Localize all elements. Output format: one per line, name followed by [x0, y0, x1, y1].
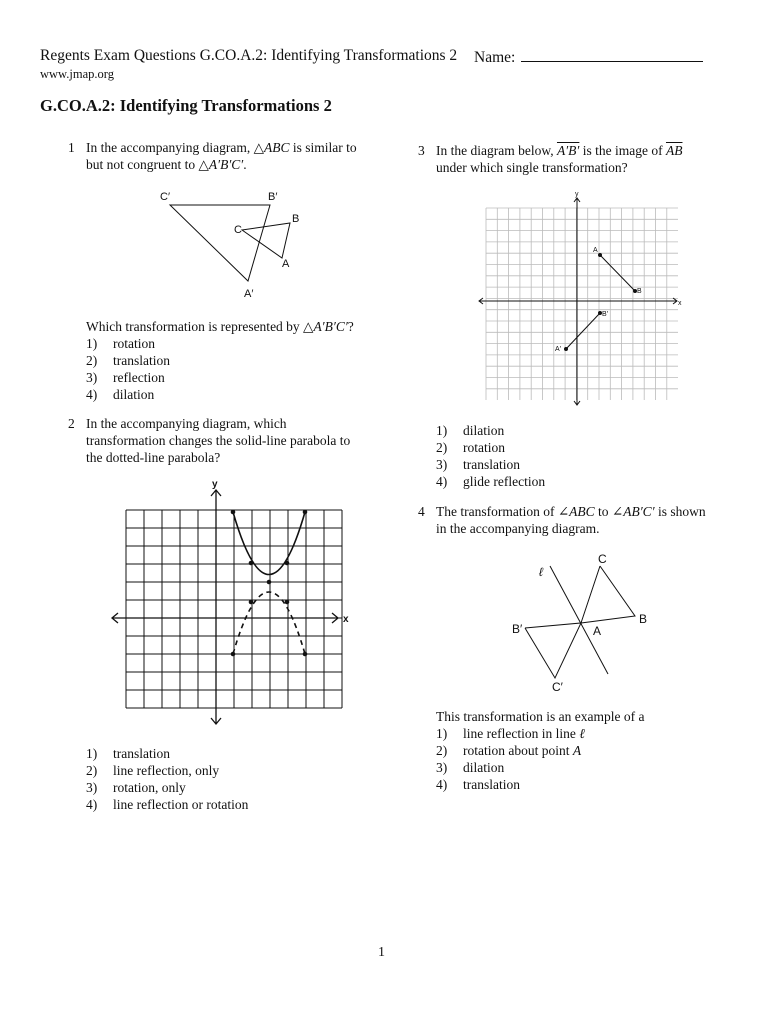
parabola-graph [110, 476, 355, 731]
angle-ab-prime-c-prime [525, 623, 581, 678]
choice-2[interactable]: 2) rotation about point A [436, 743, 582, 758]
angle-abc [581, 566, 635, 623]
similar-triangles-diagram [150, 185, 320, 305]
choice-4[interactable]: 4) glide reflection [436, 474, 546, 489]
label-c: C [234, 224, 242, 236]
segment-ab: $\overline{AB}$ [665, 143, 683, 158]
name-field[interactable] [474, 47, 703, 67]
question-stem-line3: the dotted-line parabola? [86, 450, 221, 465]
choice-4[interactable]: 4) translation [436, 777, 520, 792]
label-a: A [282, 258, 290, 270]
question-1-choices [86, 335, 286, 403]
solid-parabola-point [249, 561, 254, 566]
question-stem: In the accompanying diagram, △ABC is similar to [86, 140, 357, 155]
solid-parabola [233, 512, 305, 575]
dotted-parabola-point [303, 652, 308, 657]
name-blank-line[interactable] [521, 47, 703, 62]
website-url: www.jmap.org [40, 67, 114, 81]
triangle-abc [242, 223, 290, 258]
label-a: A [593, 624, 602, 638]
choice-3[interactable]: 3) translation [436, 457, 520, 472]
label-b: B [637, 288, 642, 295]
question-number: 1 [68, 140, 75, 155]
choice-1[interactable]: 1) dilation [436, 423, 505, 438]
label-c: C [598, 552, 607, 566]
choice-1[interactable]: 1) line reflection in line ℓ [436, 726, 585, 741]
choice-4[interactable]: 4) line reflection or rotation [86, 797, 249, 812]
dotted-parabola-point [231, 652, 236, 657]
question-number: 2 [68, 416, 75, 431]
question-3-choices [436, 422, 686, 490]
header-title: Regents Exam Questions G.CO.A.2: Identifying Transformations 2 [40, 47, 458, 64]
question-4-prompt: This transformation is an example of a [436, 709, 645, 724]
question-4-choices [436, 725, 686, 793]
choice-1[interactable]: 1) translation [86, 746, 170, 761]
label-line-l: ℓ [539, 565, 543, 579]
graph-grid [126, 510, 342, 708]
choice-3[interactable]: 3) rotation, only [86, 780, 186, 795]
label-b-prime: B′ [602, 311, 608, 318]
label-c-prime: C′ [552, 680, 563, 694]
solid-parabola-point [231, 510, 236, 515]
choice-3[interactable]: 3) reflection [86, 370, 165, 385]
coordinate-grid-diagram [475, 188, 690, 410]
section-title: G.CO.A.2: Identifying Transformations 2 [40, 96, 332, 115]
dotted-parabola-point [249, 600, 254, 605]
label-b-prime: B′ [268, 191, 278, 203]
question-1 [68, 139, 386, 173]
solid-parabola-point [285, 561, 290, 566]
dotted-parabola-point [285, 600, 290, 605]
label-b-prime: B′ [512, 622, 523, 636]
point-a-prime [564, 347, 568, 351]
segment-a-prime-b-prime: A′B′ [556, 143, 580, 158]
x-axis-label: x [343, 614, 349, 625]
question-stem-line2: but not congruent to △A′B′C′. [86, 157, 247, 172]
line-l [550, 566, 608, 674]
label-c-prime: C′ [160, 191, 171, 203]
angle-reflection-diagram [505, 548, 665, 696]
vertex-point [267, 580, 272, 585]
label-a-prime: A′ [244, 288, 254, 300]
question-number: 4 [418, 504, 425, 519]
question-2 [68, 415, 386, 466]
choice-3[interactable]: 3) dilation [436, 760, 505, 775]
segment-ab-line [600, 255, 635, 291]
label-a: A [593, 247, 598, 254]
question-stem-line2: under which single transformation? [436, 160, 628, 175]
question-1-prompt: Which transformation is represented by △A′B′C′? [86, 319, 354, 334]
dotted-parabola [233, 592, 305, 654]
choice-2[interactable]: 2) line reflection, only [86, 763, 220, 778]
question-number: 3 [418, 143, 425, 158]
question-3 [418, 142, 736, 176]
y-axis-label: y [212, 479, 218, 490]
choice-2[interactable]: 2) rotation [436, 440, 505, 455]
name-label: Name: [474, 49, 516, 66]
triangle-a-prime-b-prime-c-prime [170, 205, 270, 281]
x-axis-label: x [678, 300, 682, 307]
choice-2[interactable]: 2) translation [86, 353, 170, 368]
solid-parabola-point [303, 510, 308, 515]
label-b: B [639, 612, 648, 626]
point-a [598, 253, 602, 257]
choice-4[interactable]: 4) dilation [86, 387, 155, 402]
question-stem-line2: in the accompanying diagram. [436, 521, 600, 536]
graph-grid [486, 208, 678, 400]
question-stem: The transformation of ∠ABC to ∠AB′C′ is shown [436, 504, 706, 519]
choice-1[interactable]: 1) rotation [86, 336, 155, 351]
label-a-prime: A′ [555, 346, 561, 353]
question-4 [418, 503, 736, 537]
y-axis-label: y [575, 191, 579, 198]
label-b: B [292, 213, 300, 225]
question-stem-line2: transformation changes the solid-line parabola to [86, 433, 351, 448]
question-stem-line1: In the accompanying diagram, which [86, 416, 287, 431]
page-number: 1 [378, 945, 385, 960]
question-stem: In the diagram below, A′B′ is the image of $\overline{AB}$ [436, 143, 683, 158]
question-2-choices [86, 745, 346, 813]
